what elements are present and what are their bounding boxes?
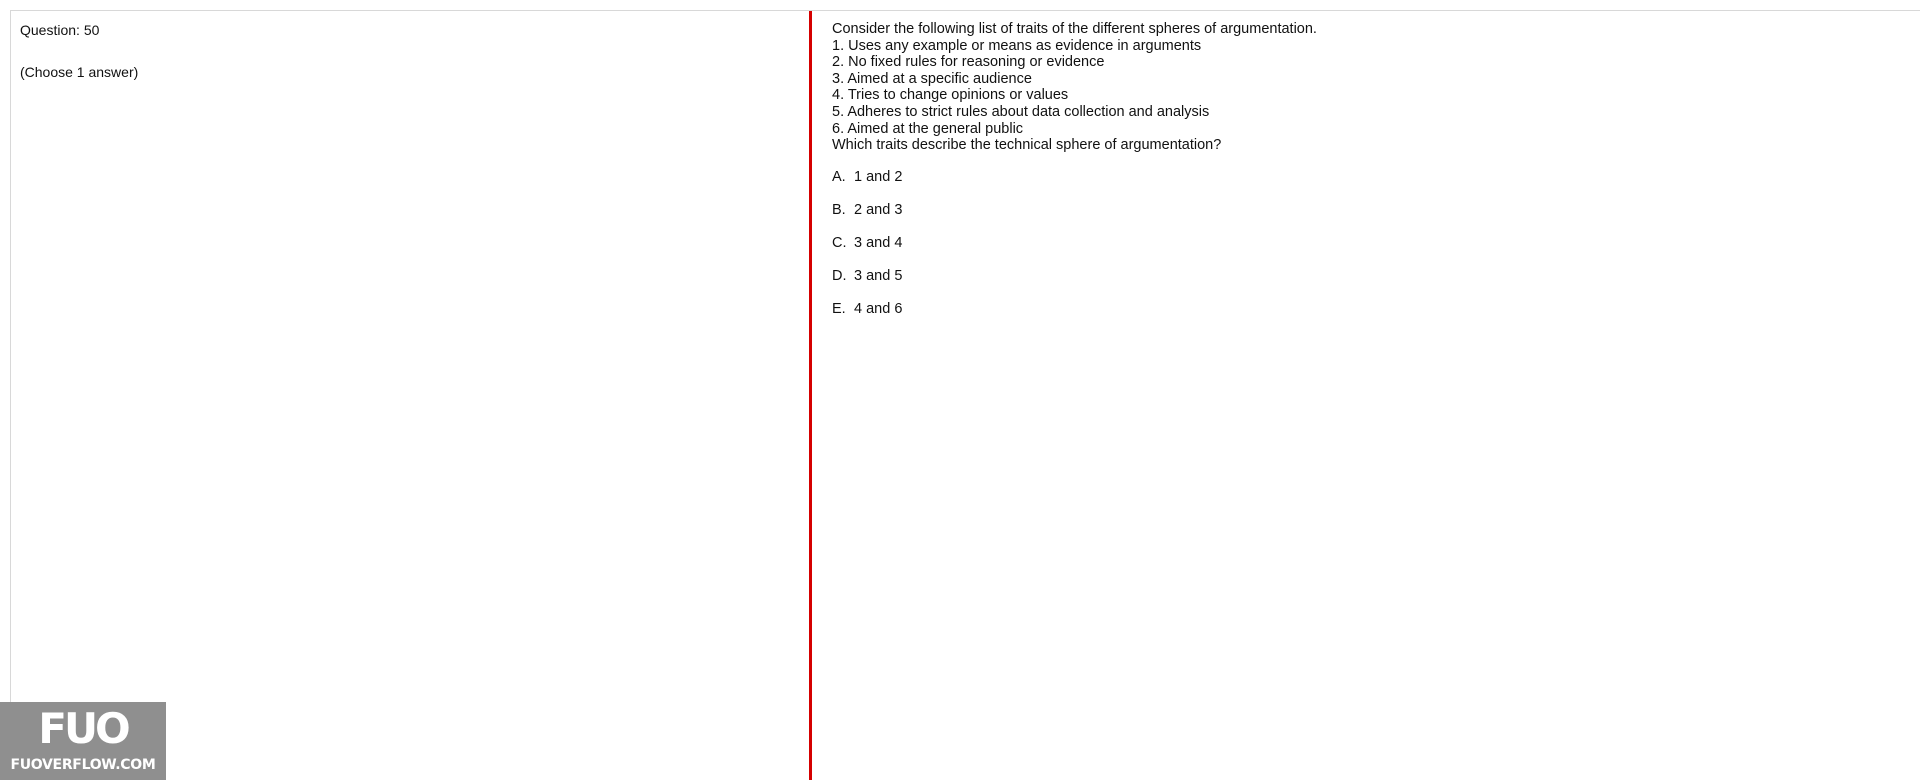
question-info-pane	[10, 11, 809, 780]
option-b[interactable]	[832, 202, 902, 235]
option-text: 3 and 4	[854, 235, 903, 251]
option-letter: D.	[832, 268, 847, 284]
option-letter: E.	[832, 301, 846, 317]
stem-intro: Consider the following list of traits of the different spheres of argumentation.	[832, 21, 1317, 37]
stem-trait-3: 3. Aimed at a specific audience	[832, 70, 1032, 87]
watermark-badge	[0, 702, 166, 780]
option-c[interactable]	[832, 235, 902, 268]
option-letter: C.	[832, 235, 847, 251]
stem-trait-2: 2. No fixed rules for reasoning or evidence	[832, 54, 1105, 71]
option-text: 3 and 5	[854, 268, 903, 284]
watermark-logo: FUO	[38, 704, 128, 753]
option-text: 2 and 3	[854, 202, 903, 218]
answer-count-instruction: (Choose 1 answer)	[20, 64, 139, 80]
stem-trait-1: 1. Uses any example or means as evidence in arguments	[832, 37, 1202, 54]
watermark-site: FUOVERFLOW.COM	[10, 757, 156, 773]
option-letter: A.	[832, 169, 846, 185]
option-text: 1 and 2	[854, 169, 903, 185]
stem-trait-5: 5. Adheres to strict rules about data collection and analysis	[832, 103, 1210, 120]
option-e[interactable]	[832, 301, 902, 334]
option-a[interactable]	[832, 169, 902, 202]
question-content-pane	[812, 11, 1912, 780]
answer-options	[832, 169, 902, 334]
question-stem	[832, 21, 1317, 154]
stem-trait-4: 4. Tries to change opinions or values	[832, 87, 1069, 104]
option-d[interactable]	[832, 268, 902, 301]
option-text: 4 and 6	[854, 301, 903, 317]
option-letter: B.	[832, 202, 846, 218]
question-number: Question: 50	[20, 22, 100, 38]
stem-trait-6: 6. Aimed at the general public	[832, 120, 1024, 137]
stem-question: Which traits describe the technical sphere of argumentation?	[832, 137, 1222, 154]
